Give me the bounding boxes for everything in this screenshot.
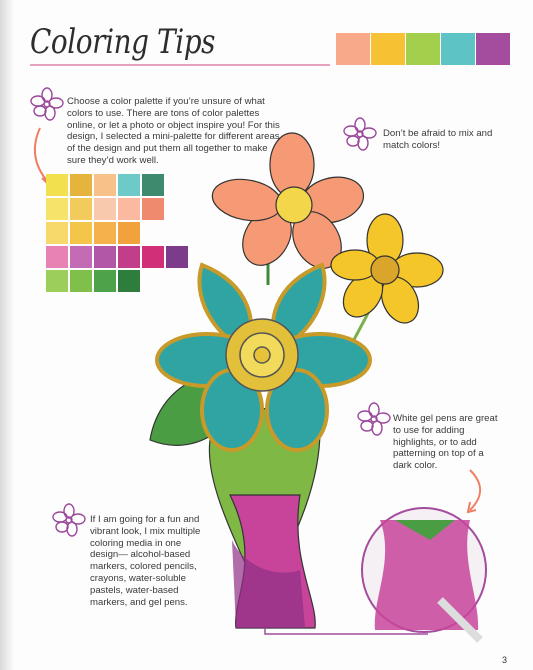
palette-swatch bbox=[70, 246, 92, 268]
palette-swatch bbox=[94, 246, 116, 268]
palette-swatch bbox=[46, 198, 68, 220]
palette-row bbox=[46, 246, 190, 268]
yellow-flower bbox=[331, 214, 443, 329]
palette-swatch bbox=[118, 222, 140, 244]
palette-swatch bbox=[46, 222, 68, 244]
tip-coloring-media: If I am going for a fun and vibrant look, I mix multiple coloring media in one design— alcohol-based markers, colored pencils, crayons, water-soluble pastels, water-based markers, and gel pens. bbox=[90, 514, 201, 608]
page-title: Coloring Tips bbox=[30, 22, 216, 62]
palette-swatch bbox=[94, 222, 116, 244]
palette-swatch bbox=[70, 198, 92, 220]
palette-row bbox=[46, 174, 190, 196]
palette-swatch bbox=[94, 174, 116, 196]
palette-swatch bbox=[70, 174, 92, 196]
flower-icon bbox=[30, 87, 64, 121]
tip-gel-pens: White gel pens are great to use for adding highlights, or to add patterning on top of a dark color. bbox=[393, 413, 498, 472]
page-number: 3 bbox=[502, 655, 508, 665]
palette-swatch bbox=[118, 198, 140, 220]
tip-mix-match: Don’t be afraid to mix and match colors! bbox=[383, 128, 493, 151]
palette-swatch bbox=[46, 270, 68, 292]
flower-icon bbox=[343, 117, 377, 151]
palette-swatch bbox=[94, 270, 116, 292]
palette-swatch bbox=[118, 270, 140, 292]
flower-icon bbox=[52, 503, 86, 537]
palette-row bbox=[46, 198, 190, 220]
palette-swatch bbox=[46, 174, 68, 196]
palette-swatch bbox=[46, 246, 68, 268]
tip-color-palette: Choose a color palette if you’re unsure of what colors to use. There are tons of color palettes online, or let a photo or object inspire you! For this design, I selected a mini-palette for different areas of the design and put them all together to make sure they’d work well. bbox=[67, 96, 280, 166]
palette-swatch bbox=[70, 222, 92, 244]
palette-swatch bbox=[70, 270, 92, 292]
palette-swatch bbox=[166, 246, 188, 268]
palette-row bbox=[46, 270, 190, 292]
flower-icon bbox=[357, 402, 391, 436]
palette-grid bbox=[46, 174, 190, 294]
palette-swatch bbox=[118, 174, 140, 196]
palette-swatch bbox=[94, 198, 116, 220]
palette-swatch bbox=[118, 246, 140, 268]
palette-swatch bbox=[142, 198, 164, 220]
palette-row bbox=[46, 222, 190, 244]
palette-swatch bbox=[142, 246, 164, 268]
palette-swatch bbox=[142, 174, 164, 196]
